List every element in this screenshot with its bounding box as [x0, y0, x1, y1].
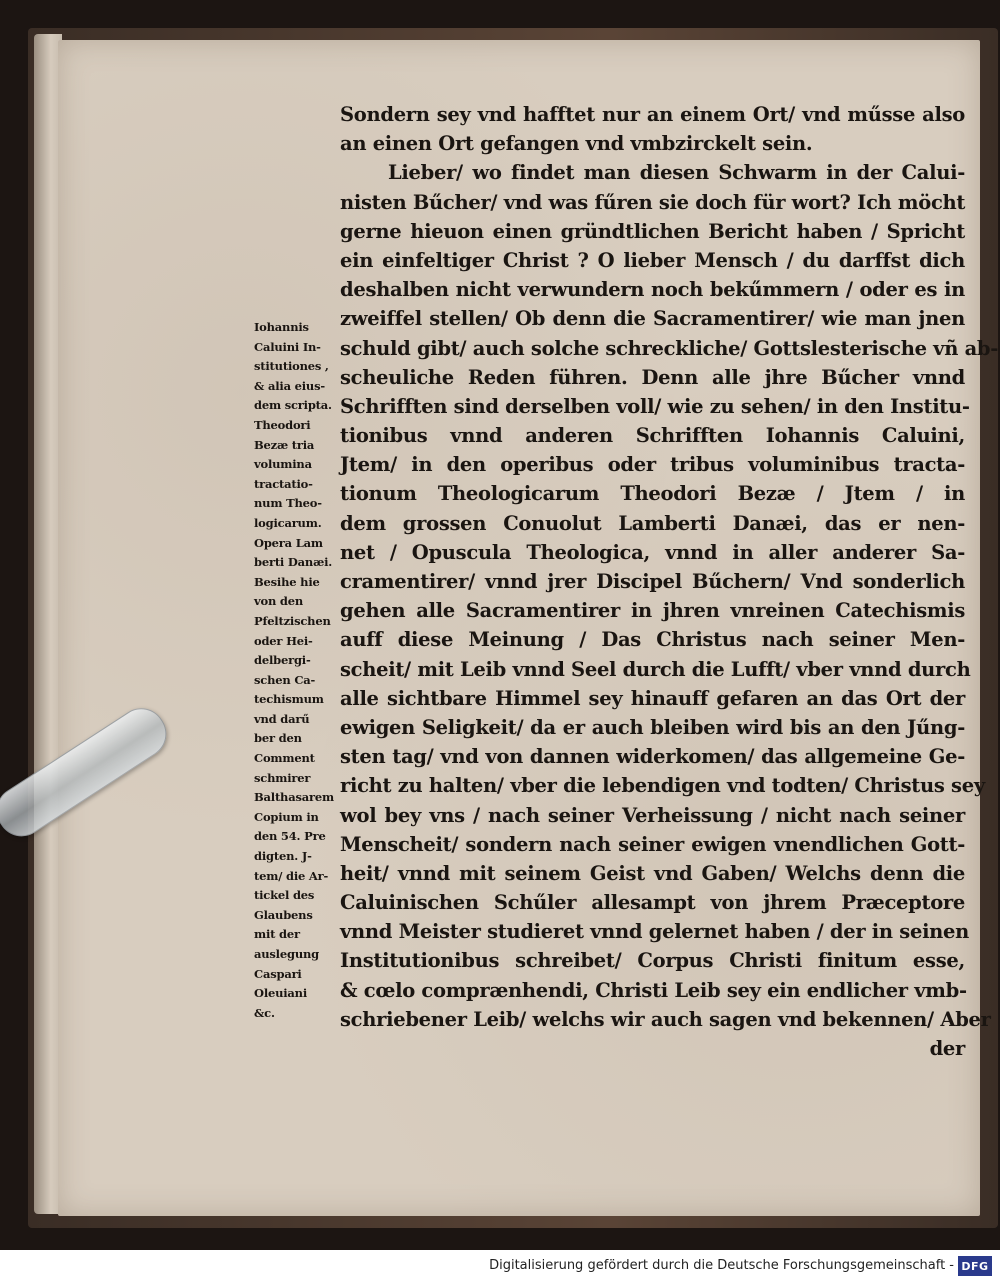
margin-note-line: stitutiones , [254, 359, 329, 374]
text-line: Caluinischen Schűler allesampt von jhrem Præceptore [340, 891, 965, 915]
footer-bar [0, 1250, 1000, 1284]
text-line: richt zu halten/ vber die lebendigen vnd todten/ Christus sey [340, 774, 985, 798]
text-line: Menscheit/ sondern nach seiner ewigen vnendlichen Gott- [340, 832, 965, 856]
margin-note-line: logicarum. [254, 515, 322, 530]
text-line: schriebener Leib/ welchs wir auch sagen vnd bekennen/ Aber [340, 1007, 991, 1031]
main-text-block [340, 100, 999, 1063]
margin-note-line: techismum [254, 692, 324, 707]
text-line: tionibus vnnd anderen Schrifften Iohannis Caluini, [340, 424, 965, 448]
margin-note-line: Caluini In- [254, 339, 321, 354]
text-line: Lieber/ wo findet man diesen Schwarm in der Calui- [388, 161, 965, 185]
text-line: Jtem/ in den operibus oder tribus voluminibus tracta- [340, 453, 965, 477]
margin-note-line: auslegung [254, 947, 319, 961]
margin-note-line: Caspari [254, 966, 302, 981]
margin-note-line: Iohannis [254, 320, 309, 334]
margin-note-line: von den [254, 594, 304, 609]
text-line: Schrifften sind derselben voll/ wie zu sehen/ in den Institu- [340, 394, 970, 418]
text-line: ein einfeltiger Christ ? O lieber Mensch / du darffst dich [340, 248, 965, 272]
margin-note-line: Bezæ tria [254, 437, 315, 452]
footer-credit: Digitalisierung gefördert durch die Deutsche Forschungsgemeinschaft - [489, 1258, 954, 1273]
margin-note-line: digten. J- [254, 849, 312, 864]
margin-note-line: Oleuiani [254, 986, 308, 1001]
text-line: scheuliche Reden führen. Denn alle jhre Bűcher vnnd [340, 365, 965, 389]
text-line: deshalben nicht verwundern noch bekűmmern / oder es in [340, 278, 965, 302]
text-line: tionum Theologicarum Theodori Bezæ / Jtem / in [340, 482, 965, 506]
text-line: dem grossen Conuolut Lamberti Danæi, das er nen- [340, 511, 965, 535]
text-line: Institutionibus schreibet/ Corpus Christi finitum esse, [340, 949, 965, 973]
margin-note-line: Theodori [254, 417, 311, 432]
margin-note-line: schmirer [254, 770, 311, 785]
margin-note-line: vnd darű [254, 711, 310, 726]
margin-note-line: Glaubens [254, 907, 313, 922]
margin-note-line: num Theo- [254, 496, 322, 511]
margin-note-line: den 54. Pre [254, 829, 326, 844]
text-line: gerne hieuon einen gründtlichen Bericht haben / Spricht [340, 219, 965, 243]
text-line: an einen Ort gefangen vnd vmbzirckelt sein. [340, 132, 813, 156]
text-line: wol bey vns / nach seiner Verheissung / nicht nach seiner [340, 803, 965, 827]
text-line: nisten Bűcher/ vnd was fűren sie doch für wort? Ich möcht [340, 190, 966, 214]
text-line: scheit/ mit Leib vnnd Seel durch die Lufft/ vber vnnd durch [340, 657, 971, 681]
text-line: auff diese Meinung / Das Christus nach seiner Men- [340, 628, 965, 652]
text-line: gehen alle Sacramentirer in jhren vnreinen Catechismis [340, 599, 965, 623]
margin-note-line: mit der [254, 927, 300, 942]
text-line: ewigen Seligkeit/ da er auch bleiben wird bis an den Jűng- [340, 715, 965, 739]
text-line: alle sichtbare Himmel sey hinauff gefaren an das Ort der [340, 686, 965, 710]
margin-note-line: Opera Lam [254, 535, 323, 550]
text-line: schuld gibt/ auch solche schreckliche/ Gottslesterische vñ ab- [340, 336, 999, 360]
margin-note-line: & alia eius- [254, 378, 325, 393]
margin-note-line: Pfeltzischen [254, 613, 331, 628]
margin-note [254, 318, 358, 1023]
margin-note-line: tickel des [254, 888, 315, 903]
text-line: Sondern sey vnd hafftet nur an einem Ort/ vnd műsse also [340, 103, 965, 126]
text-line: zweiffel stellen/ Ob denn die Sacramentirer/ wie man jnen [340, 307, 965, 331]
text-line: heit/ vnnd mit seinem Geist vnd Gaben/ Welchs denn die [340, 861, 965, 885]
text-line: sten tag/ vnd von dannen widerkomen/ das allgemeine Ge- [340, 745, 965, 769]
margin-note-line: oder Hei- [254, 633, 313, 648]
dfg-logo: DFG [958, 1256, 992, 1276]
margin-note-line: ber den [254, 731, 302, 746]
text-line: vnnd Meister studieret vnnd gelernet haben / der in seinen [340, 920, 970, 944]
margin-note-line: berti Danæi. [254, 555, 333, 570]
margin-note-line: dem scripta. [254, 398, 332, 413]
margin-note-line: Copium in [254, 809, 319, 824]
margin-note-line: tractatio- [254, 476, 313, 491]
text-line: cramentirer/ vnnd jrer Discipel Bűchern/ Vnd sonderlich [340, 570, 965, 593]
margin-note-line: Besihe hie [254, 574, 320, 589]
margin-note-line: &c. [254, 1005, 275, 1020]
margin-note-line: Comment [254, 751, 315, 766]
catchword: der [929, 1037, 965, 1060]
margin-note-line: delbergi- [254, 653, 311, 668]
text-line: & cœlo comprænhendi, Christi Leib sey ein endlicher vmb- [340, 978, 967, 1002]
margin-note-line: Balthasarem [254, 790, 334, 805]
text-line: net / Opuscula Theologica, vnnd in aller anderer Sa- [340, 540, 965, 564]
margin-note-line: tem/ die Ar- [254, 868, 329, 883]
margin-note-line: schen Ca- [254, 672, 316, 687]
margin-note-line: volumina [254, 457, 312, 472]
